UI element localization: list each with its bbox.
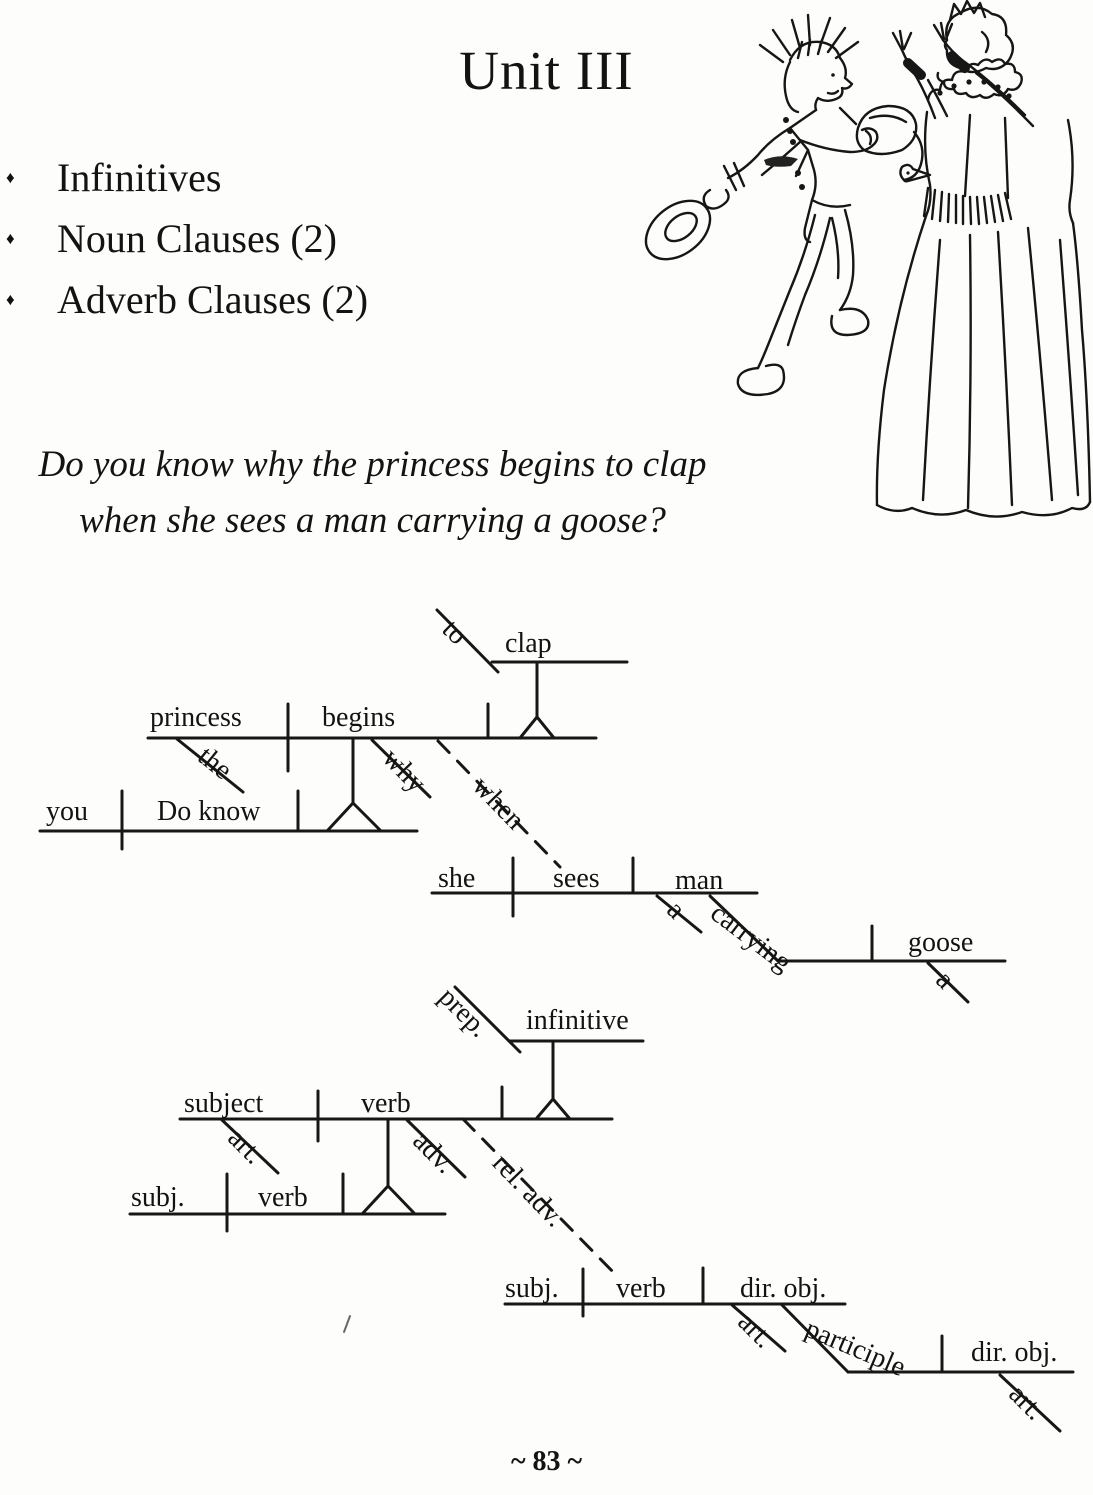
d1-word-man: man [675,865,724,896]
d1-word-clap: clap [505,628,552,659]
d2-word-subj-low: subj. [505,1273,559,1304]
page-title: Unit III [459,39,634,101]
d1-word-begins: begins [322,702,396,733]
d2-word-verb-low: verb [616,1273,666,1304]
d1-word-to: to [435,613,474,651]
question-line-2: when she sees a man carrying a goose? [79,500,666,541]
d1-word-why: why [376,742,432,799]
d2-word-subj-mid: subj. [131,1182,185,1213]
stray-scan-mark [344,1316,350,1332]
d1-word-princess: princess [150,702,242,733]
d1-word-goose: goose [908,927,974,958]
d2-word-adv: adv. [406,1125,461,1180]
d2-word-art-right: art. [1002,1378,1051,1427]
d1-word-the: the [191,740,238,787]
diamond-bullet-icon: ♦ [6,290,15,309]
d2-word-art-dir-obj: art. [731,1306,780,1355]
topic-label: Adverb Clauses (2) [57,277,369,322]
d2-word-subject: subject [184,1088,264,1119]
diamond-bullet-icon: ♦ [6,229,15,248]
diamond-bullet-icon: ♦ [6,168,15,187]
d1-word-sees: sees [553,863,600,894]
d2-word-rel-adv: rel. adv. [486,1147,571,1234]
page-number: ~ 83 ~ [510,1446,583,1477]
d2-word-art-subject: art. [221,1122,270,1171]
d2-word-prep: prep. [432,981,495,1044]
question-line-1: Do you know why the princess begins to clap [38,444,707,485]
d1-word-carrying: carrying [704,897,798,979]
d2-word-verb-mid: verb [258,1182,308,1213]
d2-word-participle: participle [800,1313,911,1384]
d1-word-a-man: a [660,894,692,926]
d1-word-you: you [46,796,88,827]
d1-word-a-goose: a [929,964,961,996]
d2-main-clause-lines [130,1119,445,1231]
d2-word-dir-obj-right: dir. obj. [971,1337,1058,1368]
d2-word-verb-upper: verb [361,1088,411,1119]
topic-label: Infinitives [57,155,222,200]
d2-word-dir-obj-low: dir. obj. [740,1273,827,1304]
d1-word-when: when [466,770,531,836]
topic-label: Noun Clauses (2) [57,216,337,261]
d1-word-do-know: Do know [157,796,261,827]
d2-word-infinitive: infinitive [526,1005,629,1036]
d1-word-she: she [438,863,476,894]
